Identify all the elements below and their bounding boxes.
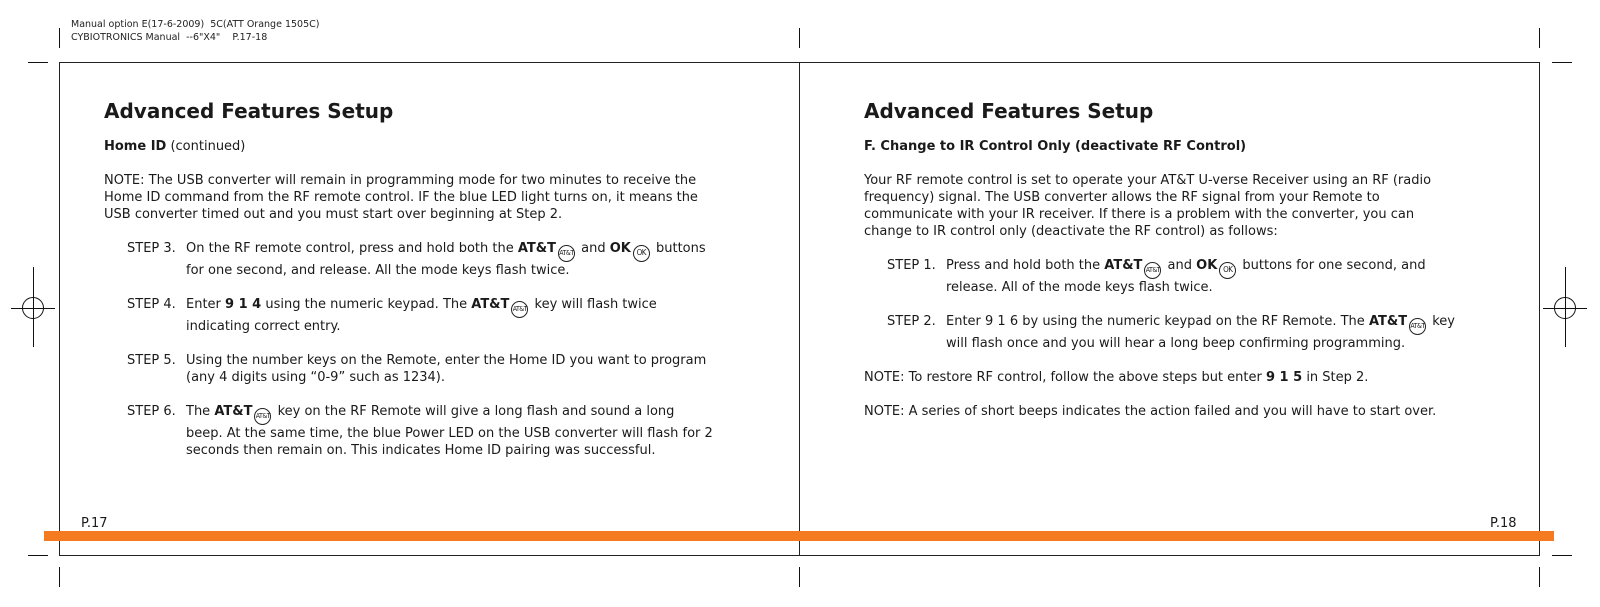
page-17	[104, 99, 714, 459]
ok-button-icon: OK	[633, 245, 650, 262]
note-restore-rf: NOTE: To restore RF control, follow the above steps but enter 9 1 5 in Step 2.	[864, 370, 1369, 385]
att-button-icon: AT&T	[1409, 318, 1426, 335]
page-title: Advanced Features Setup	[864, 99, 1154, 123]
crop-mark	[1552, 555, 1572, 556]
crop-mark	[59, 567, 60, 587]
note-paragraph: NOTE: The USB converter will remain in programming mode for two minutes to receive the Home ID command from the RF remote control. IF the blue LED light turns on, it means the USB converter timed out and you must start over beginning at Step 2.	[104, 173, 698, 222]
crop-mark	[28, 555, 48, 556]
page-title: Advanced Features Setup	[104, 99, 394, 123]
registration-stem	[1565, 267, 1566, 347]
section-subhead: F. Change to IR Control Only (deactivate RF Control)	[864, 139, 1247, 154]
step-2: STEP 2. Enter 9 1 6 by using the numeric keypad on the RF Remote. The AT&T AT&T key will flash once and you will hear a long beep confirming programming.	[887, 314, 1455, 351]
crop-mark	[799, 28, 800, 48]
frame-left	[59, 62, 60, 556]
frame-right	[1539, 62, 1540, 556]
crop-mark	[1539, 28, 1540, 48]
intro-paragraph: Your RF remote control is set to operate your AT&T U-verse Receiver using an RF (radio frequency) signal. The USB converter allows the RF signal from your Remote to communicate with your IR receiver. If there is a problem with the converter, you can change to IR control only (deactivate the RF control) as follows:	[864, 173, 1432, 239]
step-5: STEP 5. Using the number keys on the Remote, enter the Home ID you want to program (any 4 digits using “0-9” such as 1234).	[127, 353, 707, 385]
crop-mark	[28, 62, 48, 63]
page-number: P.17	[81, 516, 108, 531]
frame-center	[799, 62, 800, 556]
att-button-icon: AT&T	[254, 408, 271, 425]
crop-mark	[1552, 62, 1572, 63]
slug-line-1: Manual option E(17-6-2009) 5C(ATT Orange 1505C)	[71, 19, 320, 30]
ok-button-icon: OK	[1219, 262, 1236, 279]
orange-footer-band	[44, 531, 1554, 541]
att-button-icon: AT&T	[558, 245, 575, 262]
note-short-beeps: NOTE: A series of short beeps indicates the action failed and you will have to start over.	[864, 404, 1437, 419]
page-number: P.18	[1490, 516, 1517, 531]
registration-stem	[33, 267, 34, 347]
crop-mark	[59, 28, 60, 48]
step-1: STEP 1. Press and hold both the AT&T AT&T and OK OK buttons for one second, and release. All of the mode keys flash twice.	[887, 258, 1426, 295]
crop-mark	[1539, 567, 1540, 587]
step-3: STEP 3. On the RF remote control, press and hold both the AT&T AT&T and OK OK buttons for one second, and release. All the mode keys flash twice.	[127, 241, 706, 278]
step-4: STEP 4. Enter 9 1 4 using the numeric keypad. The AT&T AT&T key will flash twice indicating correct entry.	[127, 297, 657, 334]
slug-line-2: CYBIOTRONICS Manual --6"X4" P.17-18	[71, 31, 268, 43]
print-slug	[71, 19, 319, 44]
page-18	[864, 99, 1464, 420]
step-6: STEP 6. The AT&T AT&T key on the RF Remote will give a long flash and sound a long beep. At the same time, the blue Power LED on the USB converter will flash for 2 seconds then remain on. This indicates Home ID pairing was successful.	[127, 404, 713, 458]
crop-mark	[799, 567, 800, 587]
att-button-icon: AT&T	[511, 301, 528, 318]
section-subhead: Home ID (continued)	[104, 139, 246, 154]
att-button-icon: AT&T	[1144, 262, 1161, 279]
